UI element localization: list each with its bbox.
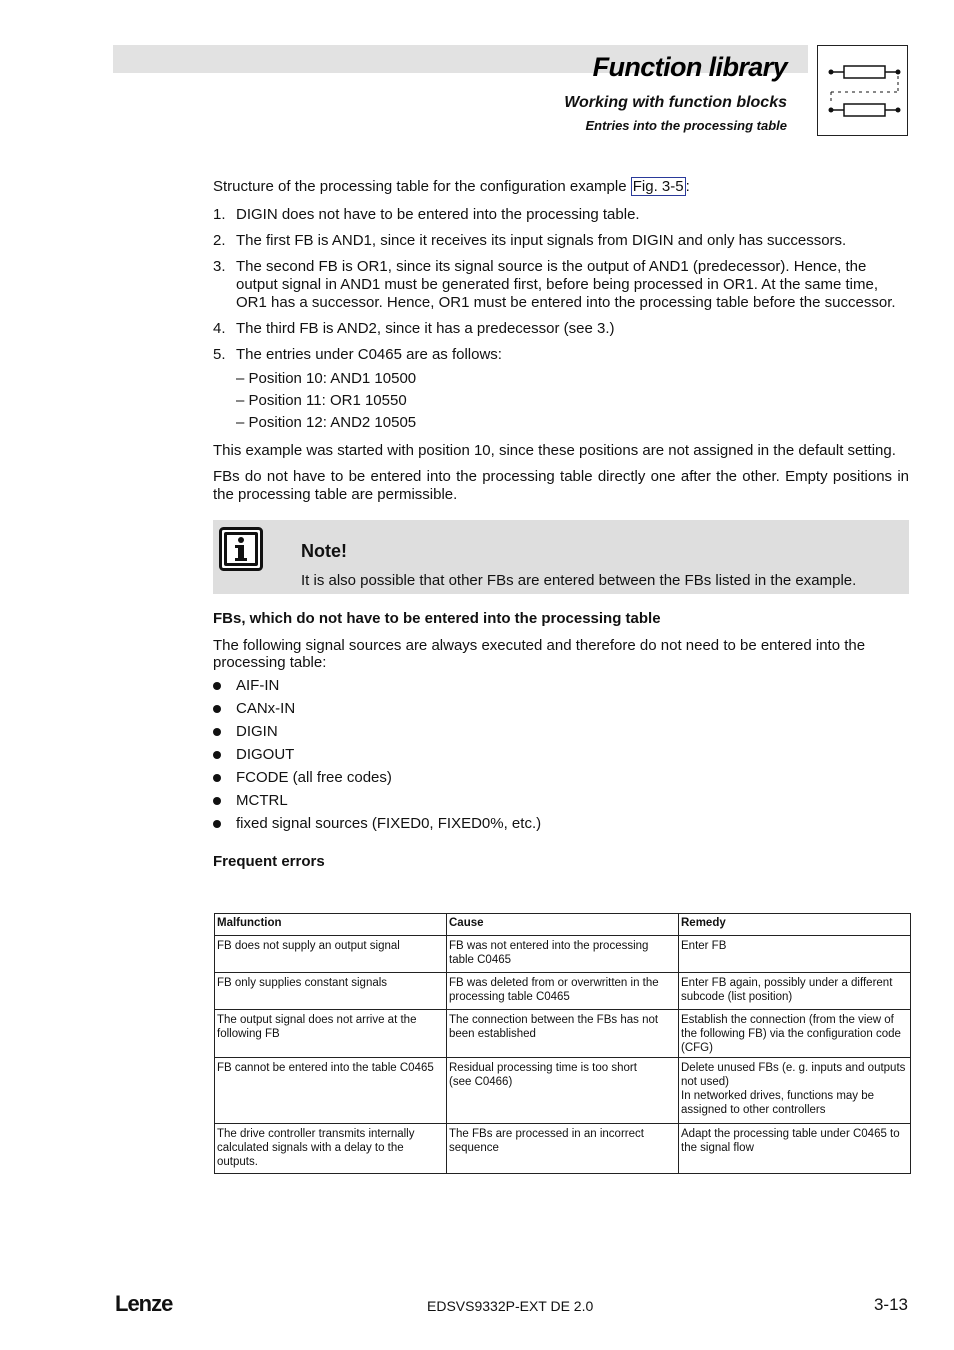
table-row (215, 1058, 911, 1124)
list-item (213, 812, 909, 835)
list-item-text: DIGIN (236, 723, 278, 740)
chapter-subtitle: Working with function blocks (564, 94, 787, 111)
bullet-icon (213, 705, 221, 713)
list-item (213, 320, 909, 338)
section-subtitle: Entries into the processing table (585, 118, 787, 133)
table-cell: The FBs are processed in an incorrect sequence (447, 1124, 679, 1174)
paragraph: FBs do not have to be entered into the processing table directly one after the other. Empty positions in the processing table are permissible. (213, 468, 909, 503)
position-list (236, 368, 909, 434)
list-item (213, 743, 909, 766)
list-item (213, 232, 909, 250)
document-id: EDSVS9332P-EXT DE 2.0 (427, 1298, 594, 1314)
list-item (213, 346, 909, 434)
list-item (213, 697, 909, 720)
column-header: Remedy (679, 914, 911, 936)
table-cell: Residual processing time is too short (see C0466) (447, 1058, 679, 1124)
step-text: The first FB is AND1, since it receives its input signals from DIGIN and only has successors. (236, 232, 847, 249)
position-item: – Position 12: AND2 10505 (236, 414, 417, 431)
list-item-text: CANx-IN (236, 700, 296, 717)
table-cell: FB was deleted from or overwritten in the processing table C0465 (447, 973, 679, 1010)
list-item-text: DIGOUT (236, 746, 295, 763)
list-item (213, 789, 909, 812)
table-row (215, 1124, 911, 1174)
table-header-row (215, 914, 911, 936)
list-item-text: FCODE (all free codes) (236, 769, 392, 786)
table-cell: The drive controller transmits internally calculated signals with a delay to the outputs. (215, 1124, 447, 1174)
list-item (213, 206, 909, 224)
position-item: – Position 11: OR1 10550 (236, 392, 407, 409)
table-cell: Delete unused FBs (e. g. inputs and outputs not used) In networked drives, functions may be assigned to other controllers (679, 1058, 911, 1124)
step-text: The third FB is AND2, since it has a predecessor (see 3.) (236, 320, 615, 337)
table-cell: Adapt the processing table under C0465 to the signal flow (679, 1124, 911, 1174)
note-text: It is also possible that other FBs are entered between the FBs listed in the example. (301, 572, 857, 589)
step-text: DIGIN does not have to be entered into the processing table. (236, 206, 640, 223)
step-number: 2. (213, 232, 226, 249)
intro-text: Structure of the processing table for the configuration example (213, 178, 631, 195)
list-item-text: MCTRL (236, 792, 288, 809)
table-cell: FB does not supply an output signal (215, 936, 447, 973)
table-cell: The output signal does not arrive at the following FB (215, 1010, 447, 1058)
lenze-logo: Lenze (115, 1291, 173, 1316)
step-number: 1. (213, 206, 226, 223)
bullet-icon (213, 774, 221, 782)
column-header: Cause (447, 914, 679, 936)
bullet-icon (213, 751, 221, 759)
table-cell: Enter FB again, possibly under a different subcode (list position) (679, 973, 911, 1010)
bullet-icon (213, 820, 221, 828)
page-title: Function library (592, 52, 787, 82)
step-number: 5. (213, 346, 226, 363)
note-title: Note! (301, 541, 347, 561)
step-number: 3. (213, 258, 226, 275)
table-cell: FB was not entered into the processing table C0465 (447, 936, 679, 973)
table-row (215, 973, 911, 1010)
list-item (213, 258, 909, 312)
function-block-diagram-icon (817, 45, 908, 136)
table-cell: FB cannot be entered into the table C0465 (215, 1058, 447, 1124)
paragraph: The following signal sources are always executed and therefore do not need to be entered into the processing table: (213, 637, 866, 671)
note-box (213, 520, 909, 594)
list-item (213, 766, 909, 789)
position-item: – Position 10: AND1 10500 (236, 370, 417, 387)
table-cell: The connection between the FBs has not been established (447, 1010, 679, 1058)
errors-table (214, 913, 911, 1174)
intro-paragraph (213, 178, 909, 196)
intro-suffix: : (685, 178, 690, 195)
paragraph: This example was started with position 10, since these positions are not assigned in the default setting. (213, 442, 896, 459)
figure-link[interactable]: Fig. 3-5 (632, 178, 684, 195)
step-text: The entries under C0465 are as follows: (236, 346, 502, 363)
table-row (215, 936, 911, 973)
step-number: 4. (213, 320, 226, 337)
page-number: 3-13 (873, 1295, 908, 1314)
list-item (213, 720, 909, 743)
list-item (213, 674, 909, 697)
section-heading: FBs, which do not have to be entered into the processing table (213, 610, 661, 627)
main-content (213, 178, 909, 880)
list-item-text: AIF-IN (236, 677, 280, 694)
bullet-icon (213, 682, 221, 690)
table-cell: Establish the connection (from the view of the following FB) via the configuration code (CFG) (679, 1010, 911, 1058)
bullet-icon (213, 797, 221, 805)
step-text: The second FB is OR1, since its signal source is the output of AND1 (predecessor). Hence, the output signal in AND1 must be generated first, before being processed in OR1. At the same time, OR1 has a successor. Hence, OR1 must be entered into the processing table before the successor. (236, 258, 896, 311)
list-item-text: fixed signal sources (FIXED0, FIXED0%, etc.) (236, 815, 542, 832)
table-row (215, 1010, 911, 1058)
bullet-icon (213, 728, 221, 736)
steps-list (213, 206, 909, 434)
section-heading: Frequent errors (213, 853, 325, 870)
signal-source-list (213, 674, 909, 835)
table-cell: FB only supplies constant signals (215, 973, 447, 1010)
table-cell: Enter FB (679, 936, 911, 973)
info-icon (219, 527, 263, 571)
column-header: Malfunction (215, 914, 447, 936)
